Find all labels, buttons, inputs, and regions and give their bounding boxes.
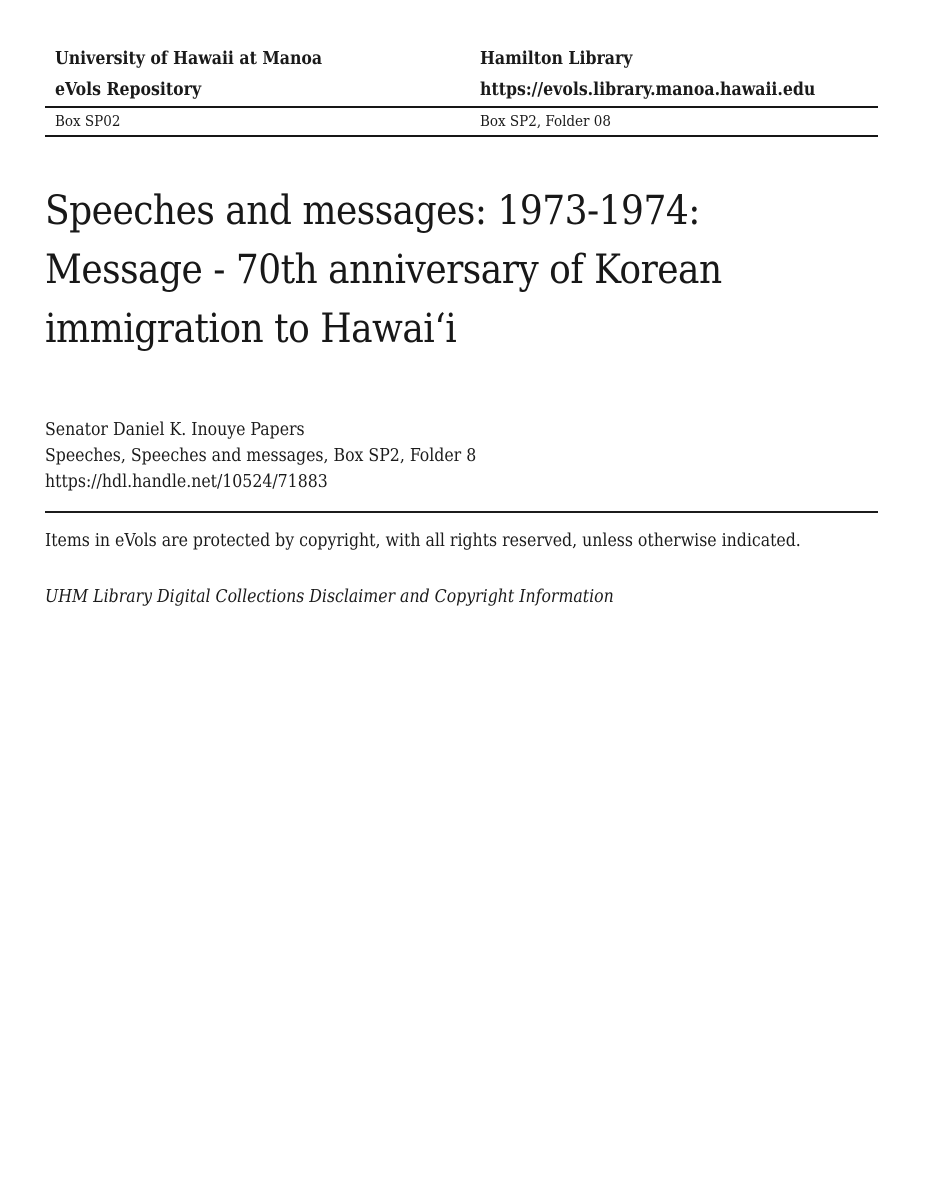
disclaimer-link[interactable]: UHM Library Digital Collections Disclaimer and Copyright Information	[45, 587, 614, 607]
document-title-line-1: Speeches and messages: 1973-1974:	[45, 188, 700, 234]
header-row-2	[45, 75, 878, 106]
handle-url-link[interactable]: https://hdl.handle.net/10524/71883	[45, 472, 328, 492]
collection-metadata	[45, 417, 878, 495]
box-folder-label: Box SP2, Folder 08	[480, 112, 611, 130]
repository-name: eVols Repository	[55, 80, 202, 100]
document-page	[45, 0, 878, 1200]
box-folder-bar	[45, 108, 878, 137]
series-info: Speeches, Speeches and messages, Box SP2, Folder 8	[45, 446, 477, 466]
repository-url-link[interactable]: https://evols.library.manoa.hawaii.edu	[480, 80, 816, 100]
page-header	[45, 0, 878, 108]
collection-name: Senator Daniel K. Inouye Papers	[45, 420, 305, 440]
copyright-notice: Items in eVols are protected by copyright, with all rights reserved, unless otherwise indicated.	[45, 531, 801, 551]
library-name: Hamilton Library	[480, 49, 633, 69]
section-divider-rule	[45, 511, 878, 513]
document-title-line-3: immigration to Hawaiʻi	[45, 306, 457, 352]
document-title-line-2: Message - 70th anniversary of Korean	[45, 247, 722, 293]
box-label: Box SP02	[55, 112, 121, 130]
header-row-1	[45, 44, 878, 75]
institution-name: University of Hawaii at Manoa	[55, 49, 323, 69]
document-title	[45, 182, 878, 359]
